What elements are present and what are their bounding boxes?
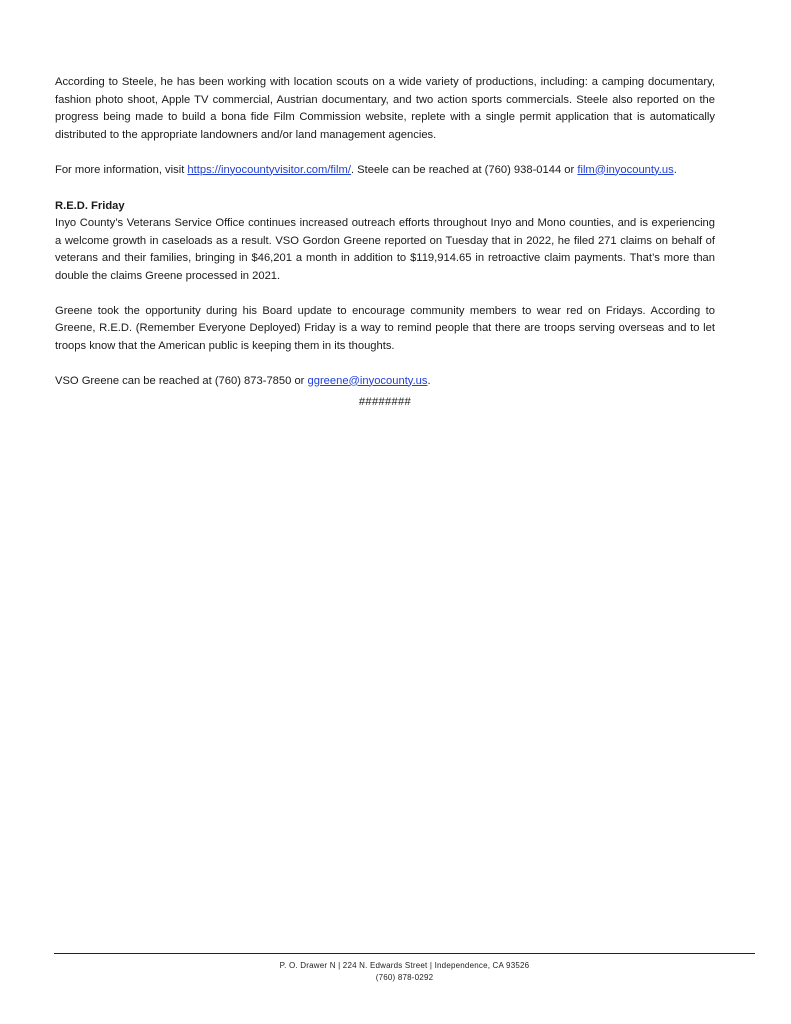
footer-address: P. O. Drawer N | 224 N. Edwards Street | Independence, CA 93526 [279,961,530,970]
vso-contact-prefix: VSO Greene can be reached at (760) 873-7850 or [55,374,308,387]
vso-contact-suffix: . [427,374,431,387]
footer [54,960,755,984]
paragraph-film-contact [55,162,715,180]
document-body [55,74,715,412]
section-heading-red-friday: R.E.D. Friday [55,199,125,212]
paragraph-gap [55,355,715,373]
paragraph-gap [55,144,715,162]
film-info-suffix: . [673,163,677,176]
footer-divider [54,953,755,954]
paragraph-gap [55,179,715,197]
paragraph-red-friday: Greene took the opportunity during his Board update to encourage community members to wear red on Fridays. According to Greene, R.E.D. (Remember Everyone Deployed) Friday is a way to remind people that there are troops serving overseas and to let troops know that the American public is keeping them in its thoughts. [55,304,715,352]
end-of-release-marker: ######## [358,396,412,408]
vso-email-link[interactable]: ggreene@inyocounty.us [307,374,428,387]
film-info-prefix: For more information, visit [55,163,188,176]
paragraph-gap [55,285,715,303]
paragraph-vso-contact [55,373,715,391]
film-info-mid: . Steele can be reached at (760) 938-0144 or [350,163,578,176]
film-website-link[interactable]: https://inyocountyvisitor.com/film/ [187,163,351,176]
paragraph-steele-productions: According to Steele, he has been working with location scouts on a wide variety of productions, including: a camping documentary, fashion photo shoot, Apple TV commercial, Austrian documentary, and two action sports commercials. Steele also reported on the progress being made to build a bona fide Film Commission website, replete with a single permit application that is automatically distributed to the appropriate landowners and/or land management agencies. [55,76,715,141]
footer-phone: (760) 878-0292 [375,973,434,982]
film-email-link[interactable]: film@inyocounty.us [577,163,674,176]
paragraph-vso-outreach: Inyo County’s Veterans Service Office continues increased outreach efforts throughout Inyo and Mono counties, and is experiencing a welcome growth in caseloads as a result. VSO Gordon Greene reported on Tuesday that in 2022, he filed 271 claims on behalf of veterans and their families, bringing in $46,201 a month in addition to $119,914.65 in retroactive claim payments. That’s more than double the claims Greene processed in 2021. [55,217,715,282]
